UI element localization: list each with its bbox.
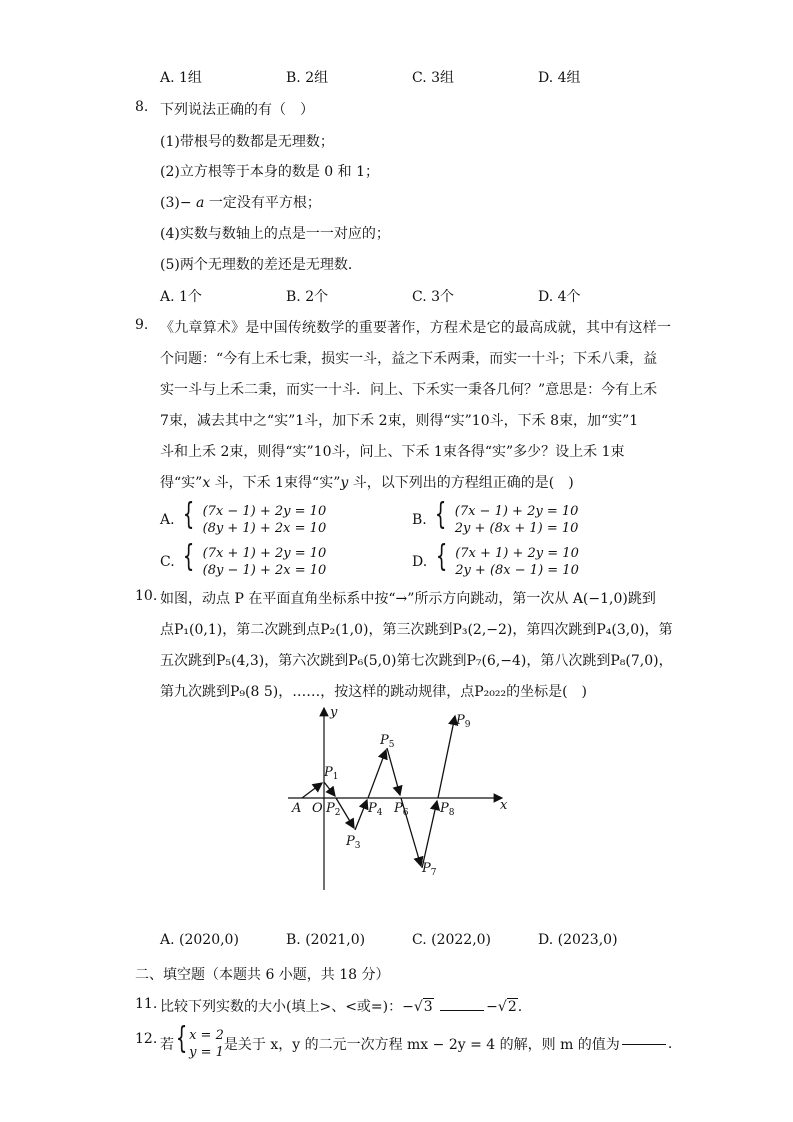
q7-option-c[interactable]: C. 3组	[412, 70, 455, 86]
q10-option-a[interactable]: A. (2020,0)	[160, 932, 239, 948]
p6-label: $P_6$	[394, 801, 409, 818]
q11-prompt: 比较下列实数的大小(填上>、<或=)：	[160, 999, 403, 1015]
q12-eq1: x = 2	[189, 1028, 224, 1043]
q11-period: .	[517, 999, 523, 1015]
q10-line-1: 如图，动点 P 在平面直角坐标系中按“→”所示方向跳动，第一次从 A(−1,0)跳到	[160, 591, 656, 607]
brace-icon: {	[182, 497, 195, 532]
segment-p3-p4	[355, 800, 367, 830]
q9-option-a-system	[203, 503, 327, 537]
q11-radicand-2: 2	[507, 999, 517, 1015]
segment-a-p1	[302, 783, 322, 798]
q9-line-2: 个问题：“今有上禾七秉，损实一斗，益之下禾两秉，而实一十斗；下禾八秉，益	[160, 351, 658, 367]
q11-number: 11.	[135, 996, 158, 1012]
q9-option-b-system	[455, 503, 579, 537]
q11-radicand-1: 3	[423, 999, 433, 1015]
origin-label: O	[312, 801, 323, 816]
q9-option-d-eq1: (7x + 1) + 2y = 10	[455, 546, 579, 561]
q9-option-d-eq2: 2y + (8x − 1) = 10	[455, 563, 579, 578]
q10-number: 10.	[135, 588, 158, 604]
q9-option-c-system	[203, 545, 327, 579]
q11-minus-2: −	[486, 999, 498, 1015]
q9-line-3: 实一斗与上禾二秉，而实一十斗．问上、下禾实一秉各几何？”意思是：今有上禾	[160, 382, 658, 398]
q12-period: .	[667, 1036, 673, 1052]
sqrt-icon: √	[497, 999, 507, 1015]
p4-label: $P_4$	[368, 801, 383, 818]
q12-answer-blank[interactable]	[622, 1044, 666, 1045]
segment-p8-p9	[438, 716, 455, 798]
q8-statement-1: (1)带根号的数都是无理数；	[160, 134, 334, 150]
segment-p7-p8	[422, 801, 437, 868]
q9-option-c-eq2: (8y − 1) + 2x = 10	[202, 563, 327, 578]
q12-body: 是关于 x，y 的二元一次方程 mx − 2y = 4 的解，则 m 的值为	[223, 1037, 620, 1053]
q9-option-a-label: A.	[160, 512, 175, 528]
q9-option-d-label: D.	[412, 554, 428, 570]
q8-option-b[interactable]: B. 2个	[286, 289, 329, 305]
q9-line-6-mid: 斗，下禾 1束得“实”	[210, 475, 341, 491]
q7-option-a[interactable]: A. 1组	[160, 70, 202, 86]
q9-option-b-eq1: (7x − 1) + 2y = 10	[454, 504, 579, 519]
q9-option-c-label: C.	[160, 554, 175, 570]
q8-option-a[interactable]: A. 1个	[160, 289, 202, 305]
q9-option-b-eq2: 2y + (8x + 1) = 10	[454, 521, 579, 536]
q9-var-y: y	[340, 475, 349, 491]
q11-answer-blank[interactable]	[440, 1010, 484, 1011]
q8-statement-5: (5)两个无理数的差还是无理数．	[160, 257, 362, 273]
q12-line	[160, 1021, 673, 1061]
q9-option-d-system	[455, 545, 579, 579]
p9-label: $P_9$	[456, 713, 471, 730]
q9-line-6-post: 斗，以下列出的方程组正确的是( )	[348, 475, 574, 491]
q8-statement-3-suffix: 一定没有平方根；	[204, 195, 321, 211]
q8-option-c[interactable]: C. 3个	[412, 289, 455, 305]
q9-number: 9.	[135, 317, 149, 333]
q9-option-d[interactable]	[412, 539, 579, 579]
p5-label: $P_5$	[380, 733, 395, 750]
q8-statement-3-expr: − a	[179, 195, 205, 211]
q11-minus-1: −	[402, 999, 414, 1015]
q9-option-b[interactable]	[412, 497, 579, 537]
q11-line	[160, 996, 522, 1016]
q9-line-6-pre: 得“实”	[160, 475, 203, 491]
q10-option-c[interactable]: C. (2022,0)	[412, 932, 492, 948]
p2-label: $P_2$	[326, 801, 341, 818]
p8-label: $P_8$	[440, 801, 455, 818]
brace-icon: {	[435, 497, 447, 532]
q9-line-4: 7束，减去其中之“实”1斗，加下禾 2束，则得“实”10斗，下禾 8束，加“实”1	[160, 413, 639, 429]
q8-statement-3	[160, 192, 321, 212]
brace-icon: {	[435, 539, 447, 574]
brace-icon: {	[182, 539, 195, 574]
brace-icon: {	[175, 1021, 188, 1056]
q8-statement-2: (2)立方根等于本身的数是 0 和 1；	[160, 164, 379, 180]
q9-option-a-eq1: (7x − 1) + 2y = 10	[202, 504, 327, 519]
q8-statement-3-prefix: (3)	[160, 195, 180, 211]
segment-p5-p6	[387, 748, 400, 795]
q8-number: 8.	[135, 99, 149, 115]
q9-option-c-eq1: (7x + 1) + 2y = 10	[202, 546, 327, 561]
q9-option-b-label: B.	[412, 512, 427, 528]
p3-label: $P_3$	[346, 834, 361, 851]
section-2-heading: 二、填空题（本题共 6 小题，共 18 分）	[135, 967, 390, 983]
q12-eq2: y = 1	[189, 1045, 224, 1060]
q9-option-a-eq2: (8y + 1) + 2x = 10	[202, 521, 327, 536]
jump-path-figure	[280, 700, 520, 895]
q8-stem: 下列说法正确的有（ ）	[160, 102, 314, 118]
q12-system	[189, 1027, 224, 1061]
q9-line-5: 斗和上禾 2束，则得“实”10斗，问上、下禾 1束各得“实”多少？设上禾 1束	[160, 444, 625, 460]
q8-option-d[interactable]: D. 4个	[538, 289, 581, 305]
segment-p1-p2	[324, 782, 335, 796]
q8-statement-4: (4)实数与数轴上的点是一一对应的；	[160, 226, 390, 242]
q9-option-a[interactable]	[160, 497, 327, 537]
q10-line-3: 五次跳到P₅(4,3)，第六次跳到P₆(5,0)第七次跳到P₇(6,−4)，第八次跳到P₈(7,0)，	[160, 653, 673, 669]
q9-option-c[interactable]	[160, 539, 327, 579]
sqrt-icon: √	[413, 999, 423, 1015]
q12-prefix: 若	[160, 1037, 174, 1053]
q12-number: 12.	[135, 1031, 158, 1047]
q7-option-d[interactable]: D. 4组	[538, 70, 581, 86]
q9-line-1: 《九章算术》是中国传统数学的重要著作，方程术是它的最高成就，其中有这样一	[160, 320, 672, 336]
y-axis-label: y	[330, 705, 338, 720]
q7-option-b[interactable]: B. 2组	[286, 70, 329, 86]
segment-p4-p5	[368, 750, 386, 798]
q9-line-6	[160, 472, 574, 492]
p1-label: $P_1$	[324, 765, 339, 782]
q10-option-d[interactable]: D. (2023,0)	[538, 932, 618, 948]
q10-line-4: 第九次跳到P₉(8 5)，……，按这样的跳动规律，点P₂₀₂₂的坐标是( )	[160, 684, 588, 700]
q9-var-x: x	[202, 475, 211, 491]
x-axis-label: x	[500, 798, 508, 813]
q10-line-2: 点P₁(0,1)，第二次跳到点P₂(1,0)，第三次跳到P₃(2,−2)，第四次跳到P₄(3,0)，第	[160, 622, 673, 638]
q10-option-b[interactable]: B. (2021,0)	[286, 932, 366, 948]
p7-label: $P_7$	[422, 861, 437, 878]
point-a-label: A	[292, 801, 302, 816]
